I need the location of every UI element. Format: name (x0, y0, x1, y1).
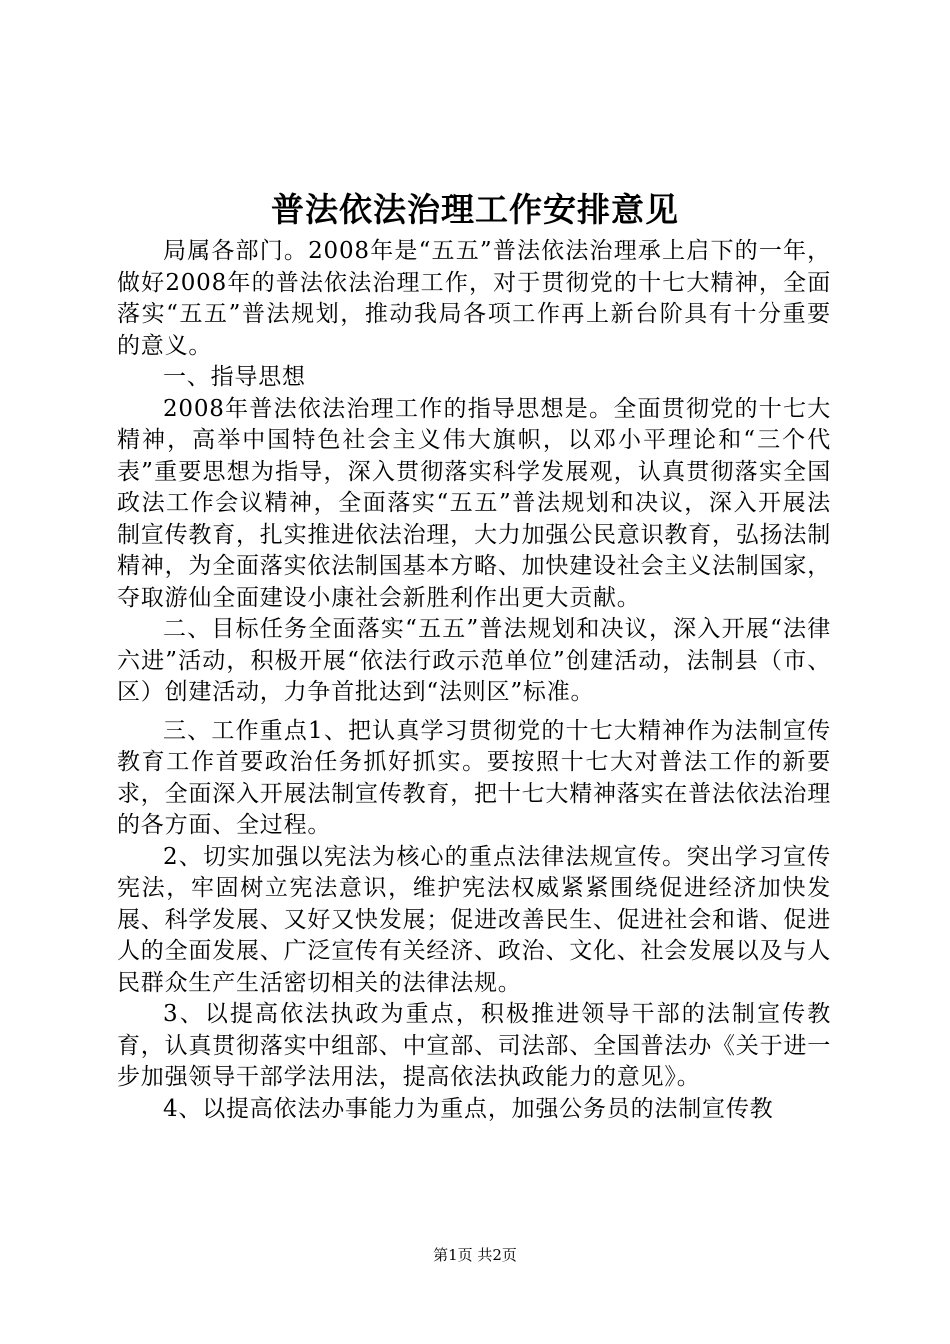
document-body (117, 236, 831, 1125)
document-title: 普法依法治理工作安排意见 (271, 190, 679, 229)
paragraph-intro: 局属各部门。2008年是“五五”普法依法治理承上启下的一年，做好2008年的普法依法治理工作，对于贯彻党的十七大精神，全面落实“五五”普法规划，推动我局各项工作再上新台阶具有十分重要的意义。 (117, 238, 831, 359)
section-heading-guiding-thought: 一、指导思想 (163, 364, 306, 390)
paragraph-work-focus-2: 2、切实加强以宪法为核心的重点法律法规宣传。突出学习宣传宪法，牢固树立宪法意识，维护宪法权威紧紧围绕促进经济加快发展、科学发展、又好又快发展；促进改善民生、促进社会和谐、促进人的全面发展、广泛宣传有关经济、政治、文化、社会发展以及与人民群众生产生活密切相关的法律法规。 (117, 843, 831, 996)
paragraph-work-focus-1: 三、工作重点1、把认真学习贯彻党的十七大精神作为法制宣传教育工作首要政治任务抓好抓实。要按照十七大对普法工作的新要求，全面深入开展法制宣传教育，把十七大精神落实在普法依法治理的各方面、全过程。 (117, 717, 831, 838)
paragraph-work-focus-4: 4、以提高依法办事能力为重点，加强公务员的法制宣传教 (163, 1095, 774, 1122)
page-footer: 第1页 共2页 (433, 1246, 517, 1264)
paragraph-guiding-thought: 2008年普法依法治理工作的指导思想是。全面贯彻党的十七大精神，高举中国特色社会主义伟大旗帜，以邓小平理论和“三个代表”重要思想为指导，深入贯彻落实科学发展观，认真贯彻落实全国政法工作会议精神，全面落实“五五”普法规划和决议，深入开展法制宣传教育，扎实推进依法治理，大力加强公民意识教育，弘扬法制精神，为全面落实依法制国基本方略、加快建设社会主义法制国家，夺取游仙全面建设小康社会新胜利作出更大贡献。 (117, 395, 831, 611)
paragraph-goals: 二、目标任务全面落实“五五”普法规划和决议，深入开展“法律六进”活动，积极开展“依法行政示范单位”创建活动，法制县（市、区）创建活动，力争首批达到“法则区”标准。 (117, 616, 831, 705)
paragraph-work-focus-3: 3、以提高依法执政为重点，积极推进领导干部的法制宣传教育，认真贯彻落实中组部、中宣部、司法部、全国普法办《关于进一步加强领导干部学法用法，提高依法执政能力的意见》。 (117, 1001, 831, 1090)
